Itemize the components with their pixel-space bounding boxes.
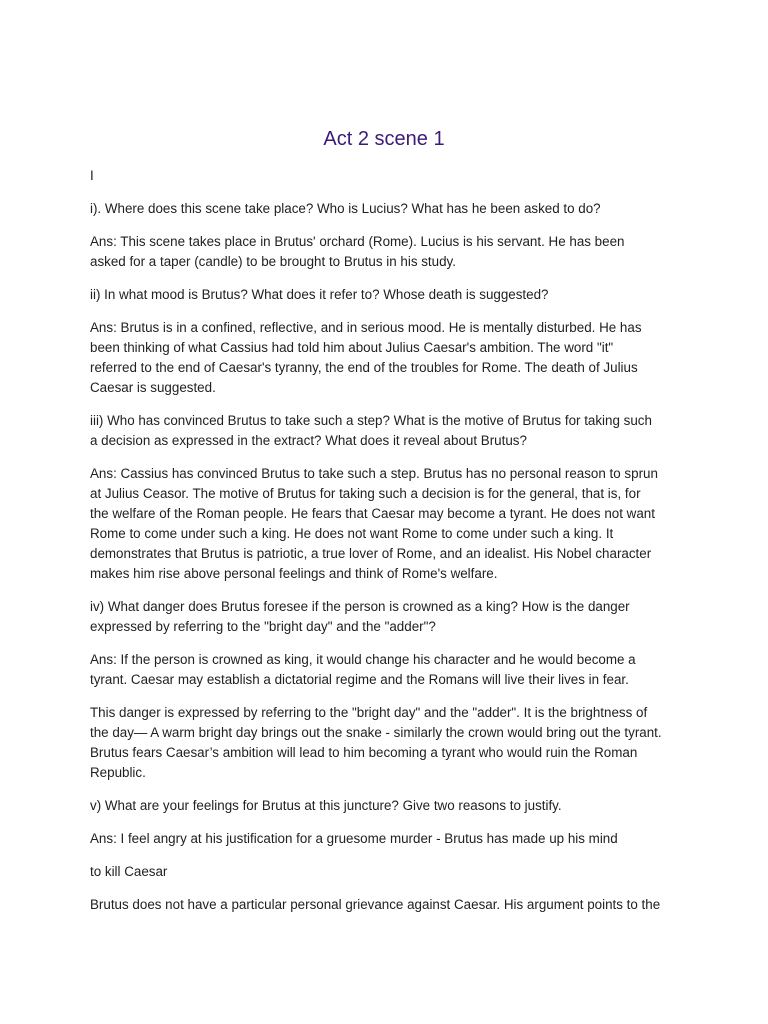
answer-1: Ans: This scene takes place in Brutus' orchard (Rome). Lucius is his servant. He has been asked for a taper (candle) to be brought to Brutus in his study. bbox=[90, 234, 625, 269]
answer-4: Ans: If the person is crowned as king, it would change his character and he would become a tyrant. Caesar may establish a dictatorial regime and the Romans will live their lives in fear. bbox=[90, 652, 636, 687]
question-2: ii) In what mood is Brutus? What does it refer to? Whose death is suggested? bbox=[90, 287, 549, 302]
question-1: i). Where does this scene take place? Who is Lucius? What has he been asked to do? bbox=[90, 201, 601, 216]
paragraph-marker: I bbox=[90, 168, 94, 183]
question-4: iv) What danger does Brutus foresee if the person is crowned as a king? How is the danger expressed by referring to the "bright day" and the "adder"? bbox=[90, 599, 630, 634]
page-title: Act 2 scene 1 bbox=[323, 128, 445, 150]
answer-3: Ans: Cassius has convinced Brutus to take such a step. Brutus has no personal reason to sprun at Julius Ceasor. The motive of Brutus for taking such a decision is for the general, that is, for the welfare of the Roman people. He fears that Caesar may become a tyrant. He does not want Rome to come under such a king. He does not want Rome to come under such a king. It demonstrates that Brutus is patriotic, a true lover of Rome, and an idealist. His Nobel character makes him rise above personal feelings and think of Rome's welfare. bbox=[90, 466, 658, 581]
answer-5-reason: Brutus does not have a particular personal grievance against Caesar. His argument points to the bbox=[90, 897, 661, 912]
answer-5-line-2: to kill Caesar bbox=[90, 864, 168, 879]
answer-5: Ans: I feel angry at his justification for a gruesome murder - Brutus has made up his mind bbox=[90, 831, 618, 846]
answer-4-continued: This danger is expressed by referring to the "bright day" and the "adder". It is the brightness of the day— A warm bright day brings out the snake - similarly the crown would bring out the tyrant. Brutus fears Caesar’s ambition will lead to him becoming a tyrant who would ruin the Roman Republic. bbox=[90, 705, 662, 780]
document-body bbox=[90, 166, 690, 928]
question-3: iii) Who has convinced Brutus to take such a step? What is the motive of Brutus for taking such a decision as expressed in the extract? What does it reveal about Brutus? bbox=[90, 413, 652, 448]
answer-2: Ans: Brutus is in a confined, reflective, and in serious mood. He is mentally disturbed. He has been thinking of what Cassius had told him about Julius Caesar's ambition. The word "it" referred to the end of Caesar's tyranny, the end of the troubles for Rome. The death of Julius Caesar is suggested. bbox=[90, 320, 642, 395]
question-5: v) What are your feelings for Brutus at this juncture? Give two reasons to justify. bbox=[90, 798, 562, 813]
